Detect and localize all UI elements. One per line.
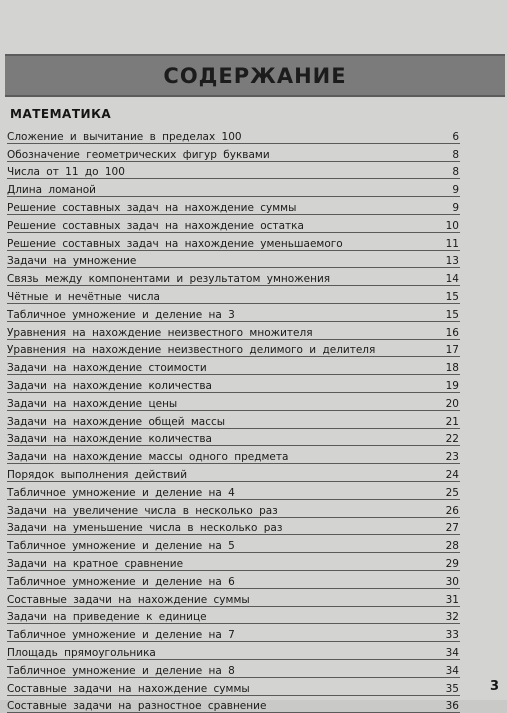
toc-entry <box>0 535 507 553</box>
toc-entry-page: 15 <box>446 309 459 321</box>
toc-entry-page: 8 <box>452 149 459 161</box>
toc-entry <box>0 411 507 429</box>
toc-entry-page: 26 <box>446 505 459 517</box>
toc-entry <box>0 696 507 713</box>
toc-entry <box>0 322 507 340</box>
toc-entry-page: 32 <box>446 611 459 623</box>
title-banner <box>5 54 505 97</box>
toc-entry-title: Задачи на нахождение массы одного предмета <box>7 451 288 463</box>
toc-entry <box>0 162 507 180</box>
toc-entry-title: Составные задачи на нахождение суммы <box>7 594 250 606</box>
toc-entry-page: 28 <box>446 540 459 552</box>
toc-entry <box>0 464 507 482</box>
toc-entry <box>0 446 507 464</box>
toc-entry-title: Площадь прямоугольника <box>7 647 156 659</box>
toc-entry-title: Табличное умножение и деление на 6 <box>7 576 235 588</box>
toc-entry-page: 9 <box>452 202 459 214</box>
toc-entry-page: 33 <box>446 629 459 641</box>
toc-entry <box>0 268 507 286</box>
toc-entry <box>0 518 507 536</box>
toc-entry-page: 14 <box>446 273 459 285</box>
toc-entry <box>0 179 507 197</box>
toc-entry-title: Табличное умножение и деление на 8 <box>7 665 235 677</box>
toc-entry-page: 21 <box>446 416 459 428</box>
toc-entry <box>0 340 507 358</box>
toc-entry-page: 11 <box>446 238 459 250</box>
toc-entry-title: Связь между компонентами и результатом умножения <box>7 273 330 285</box>
toc-entry <box>0 233 507 251</box>
toc-entry-title: Задачи на нахождение цены <box>7 398 177 410</box>
toc-entry-title: Порядок выполнения действий <box>7 469 187 481</box>
toc-entry <box>0 251 507 269</box>
section-heading: МАТЕМАТИКА <box>10 107 111 121</box>
toc-entry-title: Задачи на нахождение количества <box>7 433 212 445</box>
toc-entry-title: Уравнения на нахождение неизвестного делимого и делителя <box>7 344 375 356</box>
toc-entry-page: 27 <box>446 522 459 534</box>
toc-entry-page: 10 <box>446 220 459 232</box>
toc-entry-title: Задачи на нахождение стоимости <box>7 362 207 374</box>
toc-entry-title: Чётные и нечётные числа <box>7 291 160 303</box>
toc-entry <box>0 482 507 500</box>
toc-entry-title: Задачи на уменьшение числа в несколько раз <box>7 522 282 534</box>
toc-entry-title: Составные задачи на нахождение суммы <box>7 683 250 695</box>
toc-entry-page: 20 <box>446 398 459 410</box>
toc-entry-page: 8 <box>452 166 459 178</box>
toc-entry <box>0 589 507 607</box>
toc-entry <box>0 286 507 304</box>
toc-entry-page: 24 <box>446 469 459 481</box>
toc-entry <box>0 429 507 447</box>
page-title: СОДЕРЖАНИЕ <box>163 64 346 88</box>
toc-entry-title: Табличное умножение и деление на 3 <box>7 309 235 321</box>
toc-entry-page: 15 <box>446 291 459 303</box>
toc-entry-page: 25 <box>446 487 459 499</box>
toc-entry-title: Длина ломаной <box>7 184 96 196</box>
toc-entry-page: 9 <box>452 184 459 196</box>
toc-entry-page: 6 <box>452 131 459 143</box>
toc-entry <box>0 393 507 411</box>
table-of-contents <box>0 126 507 713</box>
toc-entry <box>0 660 507 678</box>
toc-entry-title: Задачи на увеличение числа в несколько раз <box>7 505 278 517</box>
toc-entry-page: 29 <box>446 558 459 570</box>
toc-entry <box>0 571 507 589</box>
toc-entry <box>0 197 507 215</box>
toc-entry <box>0 678 507 696</box>
toc-entry-title: Решение составных задач на нахождение остатка <box>7 220 304 232</box>
toc-entry-title: Задачи на умножение <box>7 255 136 267</box>
toc-entry-page: 18 <box>446 362 459 374</box>
toc-entry <box>0 357 507 375</box>
toc-entry-page: 16 <box>446 327 459 339</box>
toc-entry-title: Табличное умножение и деление на 5 <box>7 540 235 552</box>
toc-entry <box>0 607 507 625</box>
toc-entry-page: 13 <box>446 255 459 267</box>
toc-entry-page: 23 <box>446 451 459 463</box>
toc-entry <box>0 126 507 144</box>
toc-entry-title: Задачи на приведение к единице <box>7 611 207 623</box>
toc-entry-title: Решение составных задач на нахождение суммы <box>7 202 296 214</box>
toc-entry-title: Решение составных задач на нахождение уменьшаемого <box>7 238 343 250</box>
toc-entry <box>0 553 507 571</box>
toc-entry-page: 35 <box>446 683 459 695</box>
toc-entry-title: Табличное умножение и деление на 4 <box>7 487 235 499</box>
page-number: 3 <box>490 679 499 694</box>
toc-entry-page: 36 <box>446 700 459 712</box>
toc-entry-title: Задачи на нахождение количества <box>7 380 212 392</box>
toc-entry-title: Составные задачи на разностное сравнение <box>7 700 266 712</box>
toc-entry-title: Табличное умножение и деление на 7 <box>7 629 235 641</box>
toc-entry-page: 31 <box>446 594 459 606</box>
toc-entry-page: 34 <box>446 647 459 659</box>
toc-entry-page: 34 <box>446 665 459 677</box>
toc-entry-title: Уравнения на нахождение неизвестного множителя <box>7 327 313 339</box>
toc-entry-page: 19 <box>446 380 459 392</box>
toc-entry <box>0 144 507 162</box>
toc-entry <box>0 642 507 660</box>
toc-entry-page: 17 <box>446 344 459 356</box>
toc-entry <box>0 500 507 518</box>
toc-entry-title: Обозначение геометрических фигур буквами <box>7 149 270 161</box>
toc-entry-title: Сложение и вычитание в пределах 100 <box>7 131 242 143</box>
toc-entry <box>0 624 507 642</box>
toc-entry-page: 30 <box>446 576 459 588</box>
toc-entry-title: Числа от 11 до 100 <box>7 166 125 178</box>
toc-entry-title: Задачи на кратное сравнение <box>7 558 183 570</box>
toc-entry <box>0 304 507 322</box>
toc-entry-page: 22 <box>446 433 459 445</box>
toc-entry-title: Задачи на нахождение общей массы <box>7 416 225 428</box>
toc-entry <box>0 375 507 393</box>
toc-entry <box>0 215 507 233</box>
